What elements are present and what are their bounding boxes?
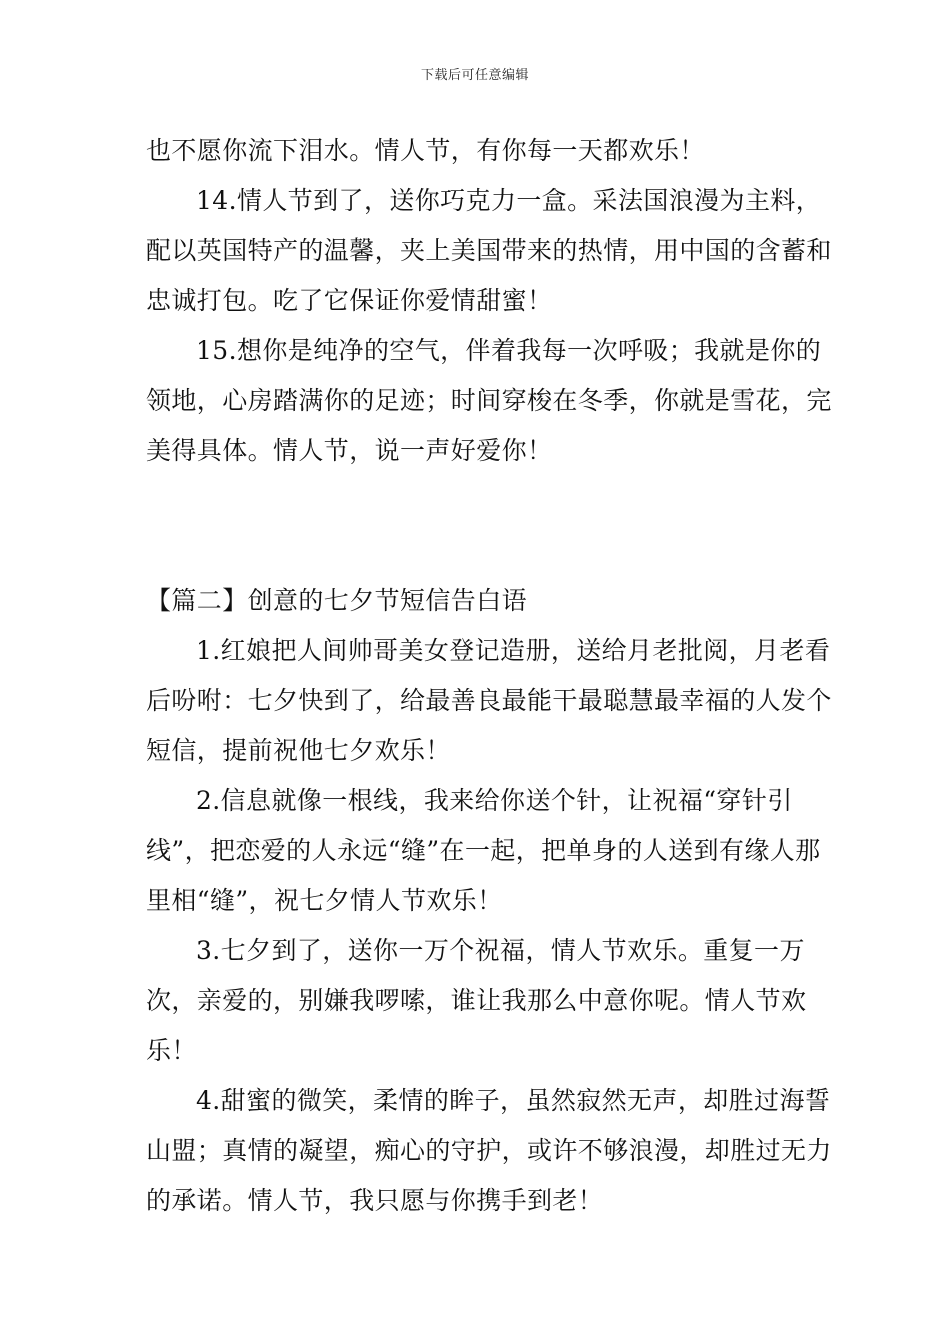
document-body [146, 126, 836, 1226]
section-title: 【篇二】创意的七夕节短信告白语 [146, 586, 528, 615]
paragraph-item-4: 4.甜蜜的微笑，柔情的眸子，虽然寂然无声，却胜过海誓山盟；真情的凝望，痴心的守护，或许不够浪漫，却胜过无力的承诺。情人节，我只愿与你携手到老！ [146, 1086, 832, 1215]
paragraph-item-3: 3.七夕到了，送你一万个祝福，情人节欢乐。重复一万次，亲爱的，别嫌我啰嗦，谁让我那么中意你呢。情人节欢乐！ [146, 936, 807, 1065]
paragraph-item-14: 14.情人节到了，送你巧克力一盒。采法国浪漫为主料，配以英国特产的温馨，夹上美国带来的热情，用中国的含蓄和忠诚打包。吃了它保证你爱情甜蜜！ [146, 186, 832, 315]
paragraph-item-15: 15.想你是纯净的空气，伴着我每一次呼吸；我就是你的领地，心房踏满你的足迹；时间穿梭在冬季，你就是雪花，完美得具体。情人节，说一声好爱你！ [146, 336, 832, 465]
paragraph-item-1: 1.红娘把人间帅哥美女登记造册，送给月老批阅，月老看后吩咐：七夕快到了，给最善良最能干最聪慧最幸福的人发个短信，提前祝他七夕欢乐！ [146, 636, 832, 765]
page-header: 下载后可任意编辑 [420, 68, 529, 83]
paragraph-continuation: 也不愿你流下泪水。情人节，有你每一天都欢乐！ [146, 136, 705, 165]
section-spacer [146, 476, 836, 576]
paragraph-item-2: 2.信息就像一根线，我来给你送个针，让祝福“穿针引线”，把恋爱的人永远“缝”在一起，把单身的人送到有缘人那里相“缝”，祝七夕情人节欢乐！ [146, 786, 821, 915]
